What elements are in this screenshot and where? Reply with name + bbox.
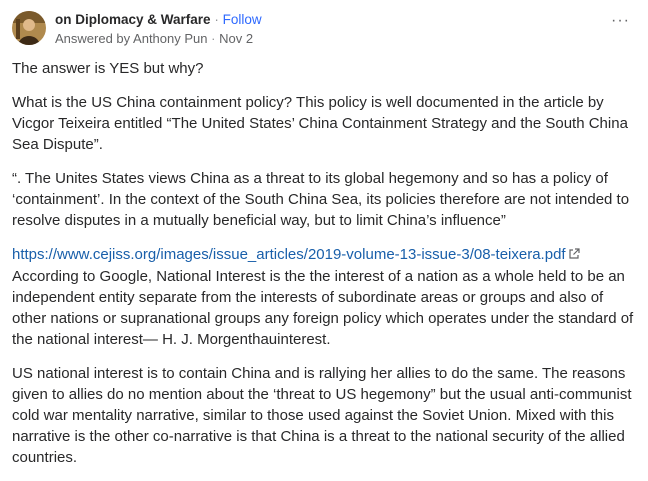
answer-header [12, 10, 636, 50]
answer-body [12, 58, 636, 468]
answer-paragraph: US national interest is to contain China and is rallying her allies to do the same. The reasons given to allies do no mention about the ‘threat to US hegemony” but the usual anti-communist cold war mentality narrative, similar to those used against the Soviet Union. Mixed with this narrative is the other co-narrative is that China is a threat to the national security of the allied countries. [12, 365, 632, 466]
national-interest-text: According to Google, National Interest is the the interest of a nation as a whole held to be an independent entity separate from the interests of subordinate areas or groups and also of other nations or supranational groups any foreign policy which operates under the standard of the national interest— H. J. Morgenthauinterest. [12, 268, 634, 348]
external-link-icon [568, 245, 580, 266]
separator-dot: · [214, 12, 219, 27]
more-horizontal-icon[interactable]: ··· [611, 12, 630, 29]
follow-button[interactable]: Follow [222, 12, 262, 27]
answer-date[interactable]: Nov 2 [219, 31, 254, 46]
space-avatar[interactable] [12, 11, 46, 45]
answer-paragraph: What is the US China containment policy? This policy is well documented in the article by Vicgor Teixeira entitled “The United States’ China Containment Strategy and the South China Sea Dispute”. [12, 94, 628, 153]
space-name-link[interactable]: on Diplomacy & Warfare [55, 12, 211, 27]
author-meta [55, 11, 262, 48]
space-line [55, 11, 262, 29]
answer-credit [55, 30, 262, 48]
answer-paragraph-with-link [12, 244, 636, 350]
article-link[interactable]: https://www.cejiss.org/images/issue_articles/2019-volume-13-issue-3/08-teixera.pdf [12, 246, 566, 263]
separator-dot: · [211, 31, 216, 46]
answered-by[interactable]: Answered by Anthony Pun [55, 31, 208, 46]
answer-paragraph: The answer is YES but why? [12, 60, 204, 77]
answer-quote-paragraph: “. The Unites States views China as a threat to its global hegemony and so has a policy of ‘containment’. In the context of the South China Sea, its policies therefore are not intended to resolve disputes in a mutually beneficial way, but to limit China’s influence” [12, 170, 630, 229]
